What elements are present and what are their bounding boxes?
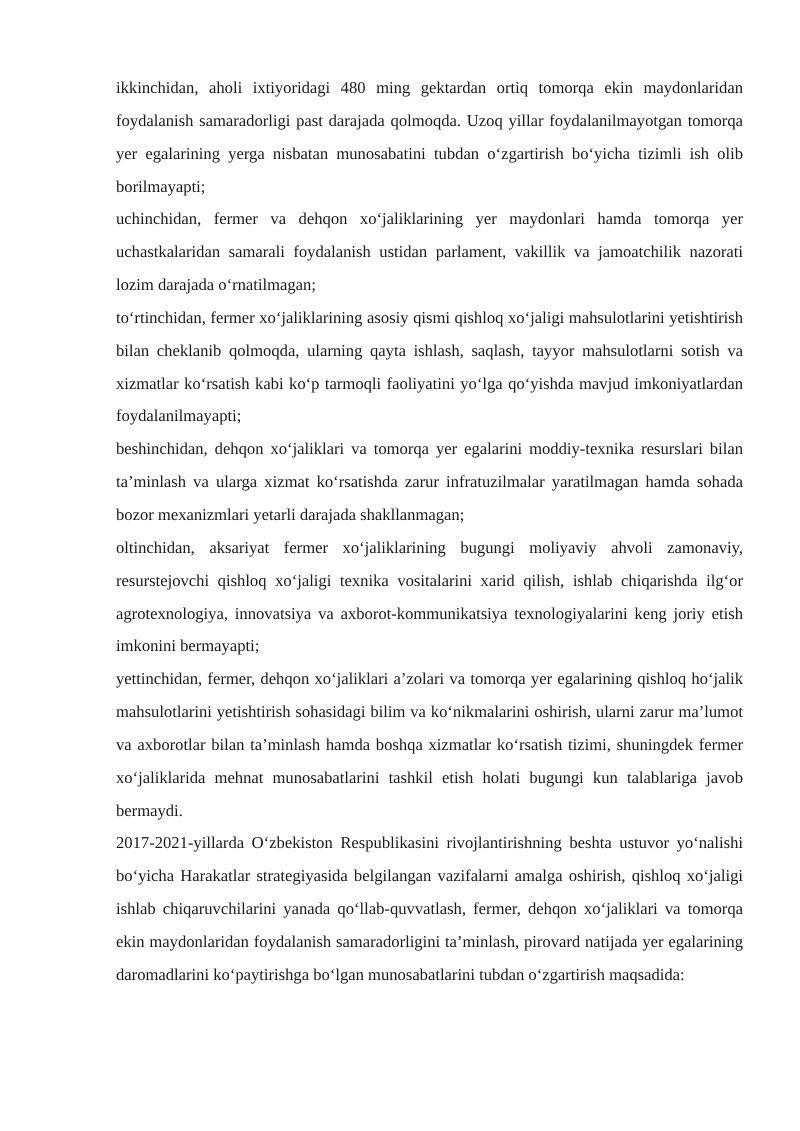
paragraph-oltinchidan: oltinchidan, aksariyat fermer xoʻjaliklarining bugungi moliyaviy ahvoli zamonaviy, resurstejovchi qishloq xoʻjaligi texnika vositalarini xarid qilish, ishlab chiqarishda ilgʻor agrotexnologiya, innovatsiya va axborot-kommunikatsiya texnologiyalarini keng joriy etish imkonini bermayapti;: [116, 537, 743, 656]
paragraph-conclusion: 2017-2021-yillarda Oʻzbekiston Respublikasini rivojlantirishning beshta ustuvor yoʻnalishi boʻyicha Harakatlar strategiyasida belgilangan vazifalarni amalga oshirish, qishloq xoʻjaligi ishlab chiqaruvchilarini yanada qoʻllab-quvvatlash, fermer, dehqon xoʻjaliklari va tomorqa ekin maydonlaridan foydalanish samaradorligini taʼminlash, pirovard natijada yer egalarining daromadlarini koʻpaytirishga boʻlgan munosabatlarini tubdan oʻzgartirish maqsadida:: [116, 833, 743, 984]
paragraph-ikkinchidan: ikkinchidan, aholi ixtiyoridagi 480 ming gektardan ortiq tomorqa ekin maydonlaridan foydalanish samaradorligi past darajada qolmoqda. Uzoq yillar foydalanilmayotgan tomorqa yer egalarining yerga nisbatan munosabatini tubdan oʻzgartirish boʻyicha tizimli ish olib borilmayapti;: [116, 78, 743, 196]
paragraph-uchinchidan: uchinchidan, fermer va dehqon xoʻjaliklarining yer maydonlari hamda tomorqa yer uchastkalaridan samarali foydalanish ustidan parlament, vakillik va jamoatchilik nazorati lozim darajada oʻrnatilmagan;: [116, 209, 743, 295]
document-page: [116, 72, 743, 992]
paragraph-yettinchidan: yettinchidan, fermer, dehqon xoʻjaliklari aʼzolari va tomorqa yer egalarining qishloq hoʻjalik mahsulotlarini yetishtirish sohasidagi bilim va koʻnikmalarini oshirish, ularni zarur maʼlumot va axborotlar bilan taʼminlash hamda boshqa xizmatlar koʻrsatish tizimi, shuningdek fermer xoʻjaliklarida mehnat munosabatlarini tashkil etish holati bugungi kun talablariga javob bermaydi.: [116, 669, 743, 820]
paragraph-tortinchidan: toʻrtinchidan, fermer xoʻjaliklarining asosiy qismi qishloq xoʻjaligi mahsulotlarini yetishtirish bilan cheklanib qolmoqda, ularning qayta ishlash, saqlash, tayyor mahsulotlarni sotish va xizmatlar koʻrsatish kabi koʻp tarmoqli faoliyatini yoʻlga qoʻyishda mavjud imkoniyatlardan foydalanilmayapti;: [116, 307, 743, 426]
paragraph-beshinchidan: beshinchidan, dehqon xoʻjaliklari va tomorqa yer egalarini moddiy-texnika resurslari bilan taʼminlash va ularga xizmat koʻrsatishda zarur infratuzilmalar yaratilmagan hamda sohada bozor mexanizmlari yetarli darajada shakllanmagan;: [116, 439, 743, 524]
